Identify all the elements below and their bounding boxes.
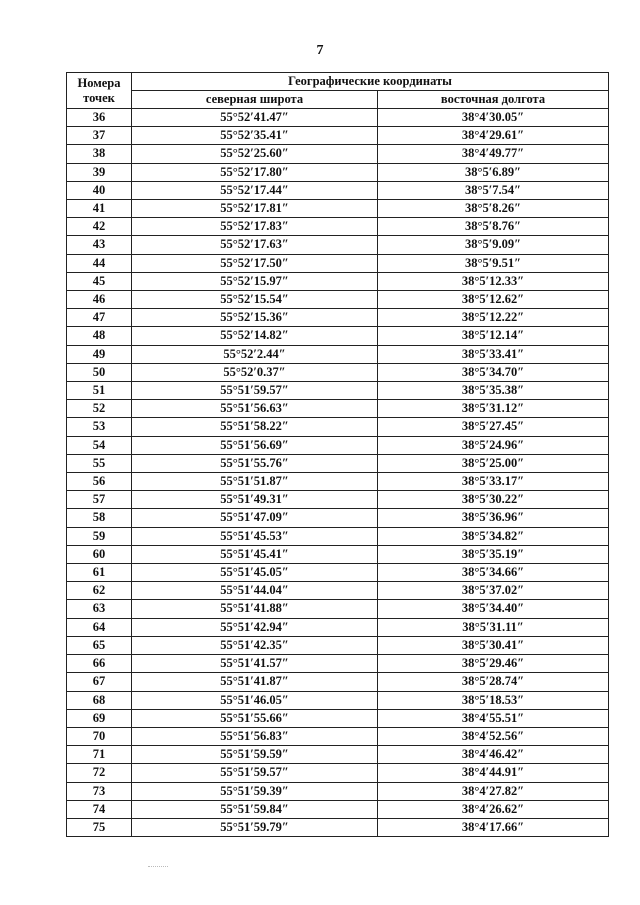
point-number-cell: 39 [67,163,132,181]
longitude-cell: 38°5′9.09″ [378,236,609,254]
point-number-cell: 61 [67,564,132,582]
longitude-cell: 38°5′29.46″ [378,655,609,673]
longitude-cell: 38°4′26.62″ [378,800,609,818]
longitude-cell: 38°5′27.45″ [378,418,609,436]
latitude-cell: 55°51′59.39″ [132,782,378,800]
latitude-cell: 55°51′55.76″ [132,454,378,472]
latitude-cell: 55°51′56.69″ [132,436,378,454]
table-row [67,582,609,600]
table-body [67,109,609,837]
table-row [67,345,609,363]
point-number-cell: 47 [67,309,132,327]
table-row [67,436,609,454]
latitude-cell: 55°51′59.59″ [132,746,378,764]
point-number-cell: 68 [67,691,132,709]
point-number-cell: 65 [67,636,132,654]
point-number-cell: 49 [67,345,132,363]
latitude-cell: 55°52′25.60″ [132,145,378,163]
point-number-cell: 38 [67,145,132,163]
longitude-cell: 38°4′46.42″ [378,746,609,764]
point-number-cell: 45 [67,272,132,290]
latitude-cell: 55°52′2.44″ [132,345,378,363]
point-number-cell: 69 [67,709,132,727]
table-row [67,691,609,709]
table-row [67,236,609,254]
latitude-cell: 55°52′15.36″ [132,309,378,327]
latitude-cell: 55°52′17.63″ [132,236,378,254]
latitude-cell: 55°51′41.88″ [132,600,378,618]
longitude-cell: 38°4′27.82″ [378,782,609,800]
latitude-cell: 55°52′15.54″ [132,291,378,309]
longitude-cell: 38°5′34.70″ [378,363,609,381]
point-number-cell: 70 [67,727,132,745]
table-row [67,382,609,400]
longitude-cell: 38°5′36.96″ [378,509,609,527]
latitude-cell: 55°51′41.87″ [132,673,378,691]
latitude-cell: 55°51′42.94″ [132,618,378,636]
table-row [67,545,609,563]
point-number-cell: 46 [67,291,132,309]
table-row [67,163,609,181]
table-row [67,400,609,418]
table-row [67,746,609,764]
latitude-cell: 55°52′14.82″ [132,327,378,345]
point-number-cell: 42 [67,218,132,236]
table-row [67,673,609,691]
point-number-cell: 67 [67,673,132,691]
coordinates-table [66,72,609,837]
table-row [67,800,609,818]
table-row [67,127,609,145]
point-number-cell: 44 [67,254,132,272]
latitude-cell: 55°51′45.41″ [132,545,378,563]
latitude-cell: 55°51′55.66″ [132,709,378,727]
longitude-cell: 38°5′35.19″ [378,545,609,563]
table-row [67,527,609,545]
latitude-cell: 55°51′51.87″ [132,473,378,491]
point-number-cell: 60 [67,545,132,563]
table-row [67,291,609,309]
latitude-cell: 55°52′35.41″ [132,127,378,145]
point-number-header-line2: точек [83,90,115,105]
longitude-header: восточная долгота [378,91,609,109]
latitude-cell: 55°52′17.83″ [132,218,378,236]
longitude-cell: 38°5′8.76″ [378,218,609,236]
table-row [67,618,609,636]
table-row [67,109,609,127]
latitude-cell: 55°51′49.31″ [132,491,378,509]
point-number-cell: 59 [67,527,132,545]
table-row [67,254,609,272]
point-number-cell: 53 [67,418,132,436]
table-row [67,509,609,527]
longitude-cell: 38°5′37.02″ [378,582,609,600]
latitude-cell: 55°51′41.57″ [132,655,378,673]
point-number-cell: 48 [67,327,132,345]
longitude-cell: 38°5′30.22″ [378,491,609,509]
point-number-cell: 36 [67,109,132,127]
table-row [67,309,609,327]
table-row [67,327,609,345]
latitude-cell: 55°51′45.05″ [132,564,378,582]
longitude-cell: 38°5′9.51″ [378,254,609,272]
longitude-cell: 38°5′12.22″ [378,309,609,327]
table-row [67,782,609,800]
latitude-cell: 55°51′42.35″ [132,636,378,654]
longitude-cell: 38°5′18.53″ [378,691,609,709]
longitude-cell: 38°4′49.77″ [378,145,609,163]
longitude-cell: 38°4′55.51″ [378,709,609,727]
table-row [67,727,609,745]
longitude-cell: 38°5′28.74″ [378,673,609,691]
point-number-cell: 58 [67,509,132,527]
longitude-cell: 38°5′34.40″ [378,600,609,618]
longitude-cell: 38°5′12.62″ [378,291,609,309]
latitude-cell: 55°52′41.47″ [132,109,378,127]
table-row [67,764,609,782]
point-number-header-line1: Номера [77,75,121,90]
point-number-cell: 37 [67,127,132,145]
table-row [67,272,609,290]
latitude-cell: 55°51′45.53″ [132,527,378,545]
longitude-cell: 38°4′29.61″ [378,127,609,145]
table-row [67,818,609,836]
longitude-cell: 38°5′31.11″ [378,618,609,636]
latitude-cell: 55°51′56.63″ [132,400,378,418]
coordinates-group-header: Географические координаты [132,73,609,91]
latitude-cell: 55°51′46.05″ [132,691,378,709]
longitude-cell: 38°4′52.56″ [378,727,609,745]
point-number-cell: 75 [67,818,132,836]
point-number-cell: 55 [67,454,132,472]
page-number: 7 [316,43,324,58]
latitude-cell: 55°51′59.57″ [132,764,378,782]
point-number-cell: 63 [67,600,132,618]
table-row [67,655,609,673]
table-row [67,181,609,199]
longitude-cell: 38°5′8.26″ [378,200,609,218]
table-header [67,73,609,109]
longitude-cell: 38°5′6.89″ [378,163,609,181]
point-number-cell: 57 [67,491,132,509]
latitude-cell: 55°51′59.84″ [132,800,378,818]
table-row [67,145,609,163]
point-number-cell: 40 [67,181,132,199]
table-row [67,418,609,436]
point-number-cell: 56 [67,473,132,491]
latitude-cell: 55°51′58.22″ [132,418,378,436]
table-row [67,491,609,509]
longitude-cell: 38°4′30.05″ [378,109,609,127]
longitude-cell: 38°5′24.96″ [378,436,609,454]
table-row [67,709,609,727]
longitude-cell: 38°5′25.00″ [378,454,609,472]
latitude-cell: 55°52′0.37″ [132,363,378,381]
longitude-cell: 38°5′34.66″ [378,564,609,582]
latitude-cell: 55°52′15.97″ [132,272,378,290]
latitude-cell: 55°52′17.50″ [132,254,378,272]
latitude-cell: 55°51′56.83″ [132,727,378,745]
table-row [67,454,609,472]
table-row [67,600,609,618]
point-number-cell: 52 [67,400,132,418]
point-number-cell: 50 [67,363,132,381]
longitude-cell: 38°5′31.12″ [378,400,609,418]
longitude-cell: 38°5′7.54″ [378,181,609,199]
longitude-cell: 38°5′34.82″ [378,527,609,545]
point-number-cell: 66 [67,655,132,673]
point-number-cell: 43 [67,236,132,254]
point-number-cell: 51 [67,382,132,400]
point-number-cell: 71 [67,746,132,764]
longitude-cell: 38°4′17.66″ [378,818,609,836]
point-number-header [67,73,132,109]
table-row [67,200,609,218]
longitude-cell: 38°5′35.38″ [378,382,609,400]
latitude-cell: 55°52′17.81″ [132,200,378,218]
latitude-header: северная широта [132,91,378,109]
longitude-cell: 38°4′44.91″ [378,764,609,782]
longitude-cell: 38°5′33.17″ [378,473,609,491]
longitude-cell: 38°5′12.14″ [378,327,609,345]
point-number-cell: 72 [67,764,132,782]
latitude-cell: 55°52′17.44″ [132,181,378,199]
latitude-cell: 55°51′44.04″ [132,582,378,600]
margin-mark [148,866,168,868]
latitude-cell: 55°51′59.79″ [132,818,378,836]
longitude-cell: 38°5′30.41″ [378,636,609,654]
latitude-cell: 55°51′59.57″ [132,382,378,400]
table-row [67,218,609,236]
table-row [67,636,609,654]
table-row [67,473,609,491]
point-number-cell: 54 [67,436,132,454]
point-number-cell: 62 [67,582,132,600]
table-row [67,564,609,582]
point-number-cell: 74 [67,800,132,818]
latitude-cell: 55°51′47.09″ [132,509,378,527]
point-number-cell: 64 [67,618,132,636]
longitude-cell: 38°5′12.33″ [378,272,609,290]
table-row [67,363,609,381]
point-number-cell: 41 [67,200,132,218]
point-number-cell: 73 [67,782,132,800]
longitude-cell: 38°5′33.41″ [378,345,609,363]
latitude-cell: 55°52′17.80″ [132,163,378,181]
